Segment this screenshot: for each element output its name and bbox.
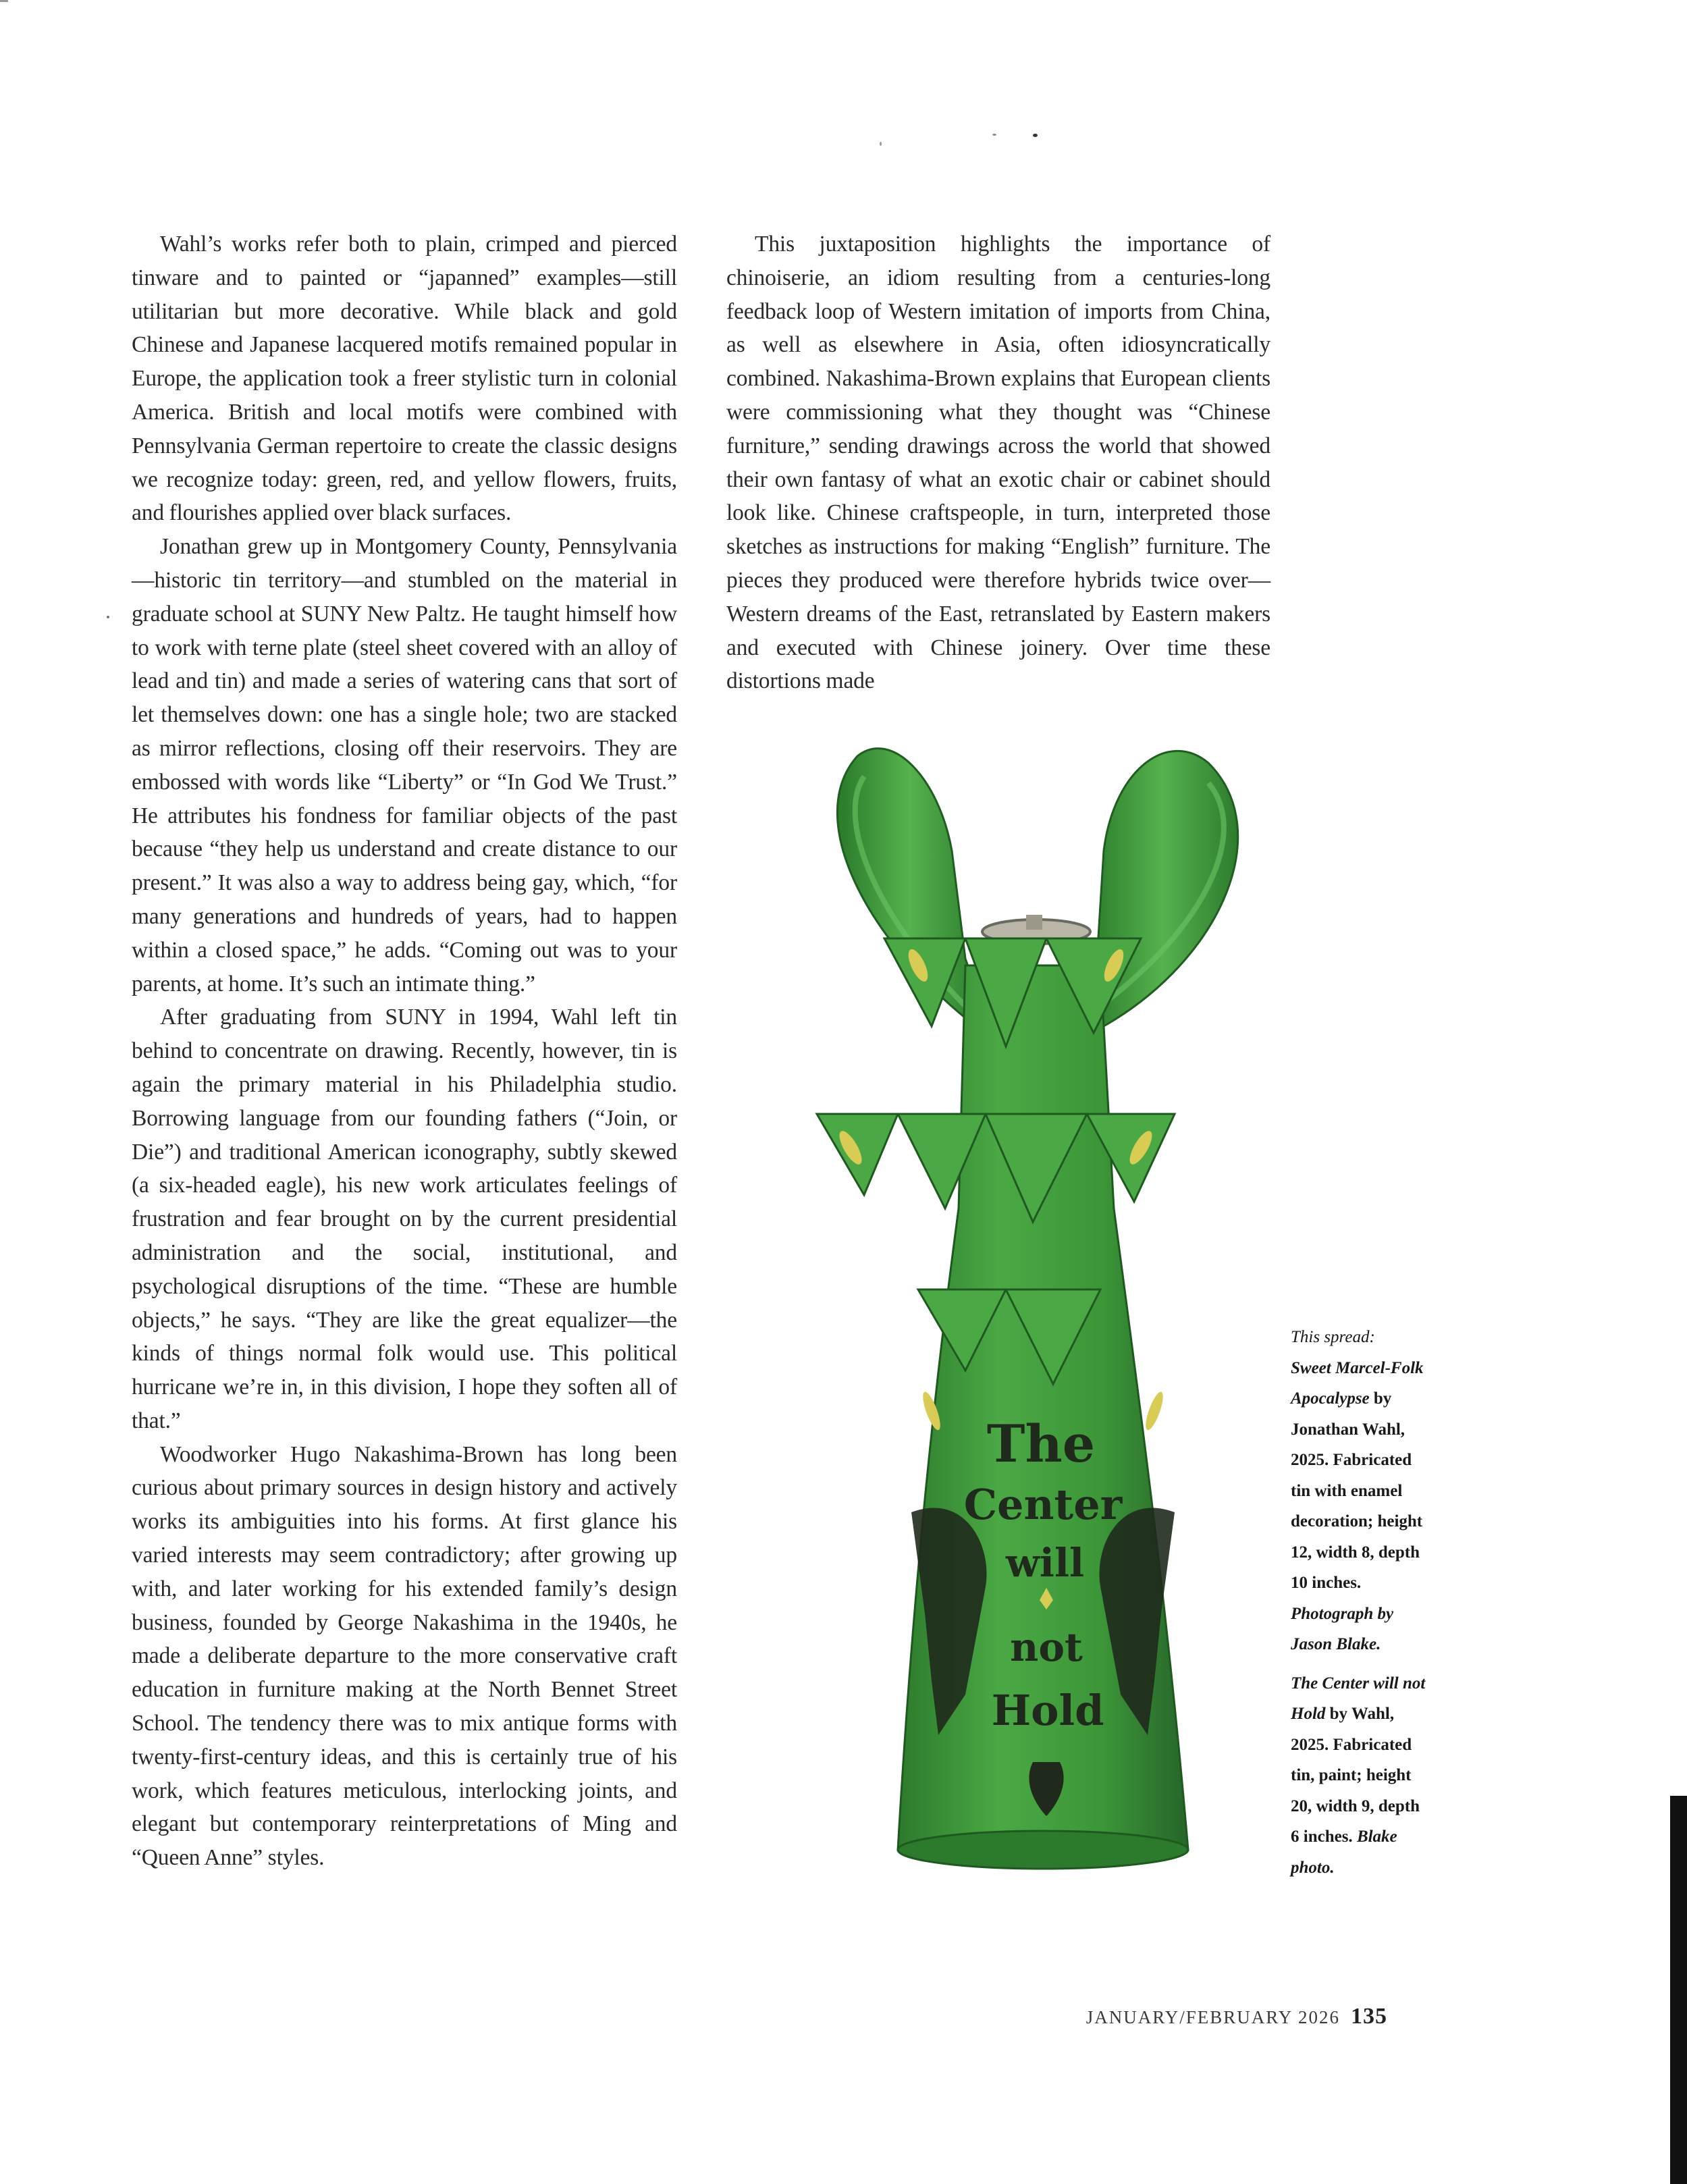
caption-credit: Blake photo.	[1291, 1828, 1397, 1877]
paragraph: This juxtaposition highlights the importance of chinoiserie, an idiom resulting from a centuries-long feedback loop of Western imitation of imports from China, as well as elsewhere in Asia, often idiosyncratically combined. Nakashima-Brown explains that European clients were commissioning what they thought was “Chinese furniture,” sending drawings across the world that showed their own fantasy of what an exotic chair or cabinet should look like. Chinese craftspeople, in turn, interpreted those sketches as instructions for making “English” furniture. The pieces they produced were therefore hybrids twice over—Western dreams of the East, retranslated by Eastern makers and executed with Chinese joinery. Over time these distortions made	[726, 232, 1270, 694]
paragraph: Jonathan grew up in Montgomery County, Pennsylvania—historic tin territory—and stumbled on the material in graduate school at SUNY New Paltz. He taught himself how to work with terne plate (steel sheet covered with an alloy of lead and tin) and made a series of watering cans that sort of let themselves down: one has a single hole; two are stacked as mirror reflections, closing off their reservoirs. They are embossed with words like “Liberty” or “In God We Trust.” He attributes his fondness for familiar objects of the past because “they help us understand and create distance to our present.” It was also a way to address being gay, which, “for many generations and hundreds of years, had to happen within a closed space,” he adds. “Coming out was to your parents, at home. It’s such an intimate thing.”	[132, 534, 677, 996]
scan-speck	[1033, 134, 1038, 137]
article-column-left	[132, 228, 677, 1875]
article-column-right	[726, 228, 1270, 698]
paragraph: Woodworker Hugo Nakashima-Brown has long been curious about primary sources in design history and actively works its ambiguities into his forms. At first glance his varied interests may seem contradictory; after growing up with, and later working for his extended family’s design business, founded by George Nakashima in the 1940s, he made a deliberate departure to the more conservative craft education in furniture making at the North Bennet Street School. The tendency there was to mix antique forms with twenty-first-century ideas, and this is certainly true of his work, which features meticulous, interlocking joints, and elegant but contemporary reinterpretations of Ming and “Queen Anne” styles.	[132, 1441, 677, 1871]
paragraph: Wahl’s works refer both to plain, crimped and pierced tinware and to painted or “japanned” examples—still utilitarian but more decorative. While black and gold Chinese and Japanese lacquered motifs remained popular in Europe, the application took a freer stylistic turn in colonial America. British and local motifs were combined with Pennsylvania German repertoire to create the classic designs we recognize today: green, red, and yellow flowers, fruits, and flourishes applied over black surfaces.	[132, 232, 677, 526]
caption-text: by Wahl, 2025. Fabricated tin, paint; height 20, width 9, depth 6 inches.	[1291, 1705, 1420, 1846]
scan-speck	[992, 134, 996, 136]
inscription-word: not	[1010, 1624, 1083, 1670]
page-number: 135	[1351, 2004, 1387, 2029]
inscription-word: The	[986, 1414, 1096, 1474]
artwork-photo-center-will-not-hold	[763, 736, 1289, 1924]
page-footer	[1080, 2004, 1387, 2029]
inscription-word: Center	[963, 1480, 1123, 1529]
caption-title: The Center will not Hold	[1291, 1674, 1426, 1723]
paragraph: After graduating from SUNY in 1994, Wahl left tin behind to concentrate on drawing. Recently, however, tin is again the primary material in his Philadelphia studio. Borrowing language from our founding fathers (“Join, or Die”) and traditional American iconography, subtly skewed (a six-headed eagle), his new work articulates feelings of frustration and fear brought on by the current presidential administration and the social, institutional, and psychological disruptions of the time. “These are humble objects,” he says. “They are like the great equalizer—the kinds of things normal folk would use. This political hurricane we’re in, in this division, I hope they soften all of that.”	[132, 1005, 677, 1433]
scan-edge-right	[1670, 1796, 1687, 2184]
inscription-word: Hold	[991, 1686, 1104, 1735]
caption-text: by Jonathan Wahl, 2025. Fabricated tin with enamel decoration; height 12, width 8, depth 10 inches.	[1291, 1389, 1423, 1592]
caption-title: Sweet Marcel-Folk Apocalypse	[1291, 1358, 1424, 1408]
issue-date: JANUARY/FEBRUARY 2026	[1086, 2007, 1340, 2027]
caption-credit: Photograph by Jason Blake.	[1291, 1604, 1394, 1653]
inscription-word: will	[1005, 1540, 1085, 1586]
scan-speck	[107, 616, 109, 618]
scan-edge-top	[0, 0, 8, 2]
scan-speck	[880, 142, 882, 146]
caption-label: This spread:	[1291, 1328, 1375, 1346]
photo-caption	[1291, 1322, 1429, 1891]
